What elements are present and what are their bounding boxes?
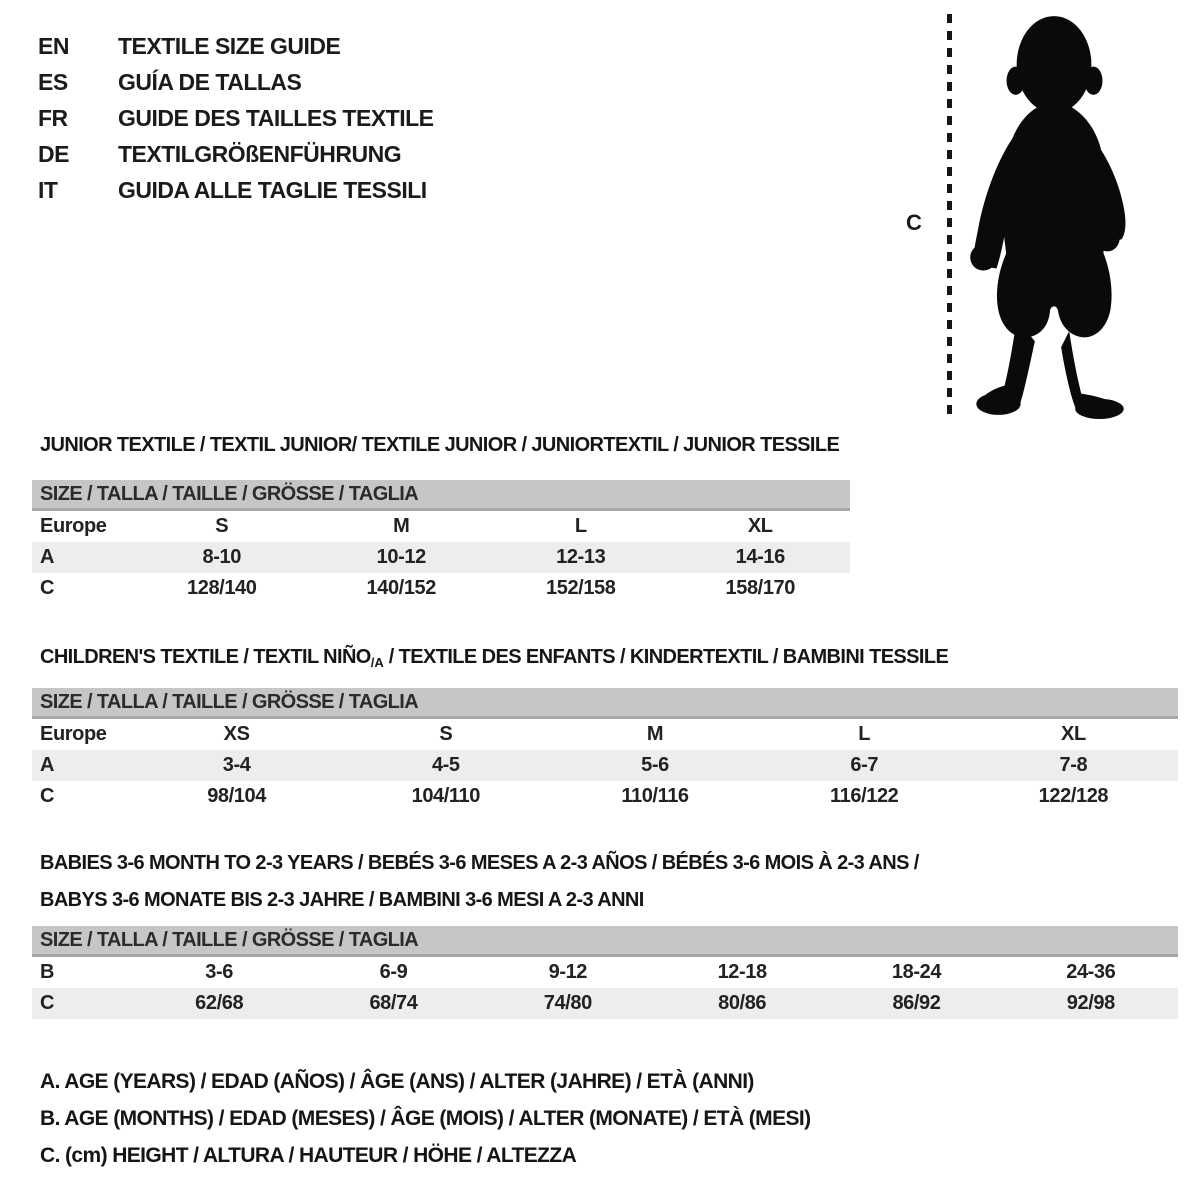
size-cell: 7-8 xyxy=(1059,754,1088,776)
language-code: FR xyxy=(38,104,68,131)
language-title: GUIDA ALLE TAGLIE TESSILI xyxy=(118,176,427,203)
row-label: A xyxy=(40,754,55,776)
size-cell: 14-16 xyxy=(735,546,785,568)
size-cell: 116/122 xyxy=(830,785,899,807)
table-row xyxy=(32,957,1178,988)
row-label: C xyxy=(40,785,55,807)
row-label: Europe xyxy=(40,515,107,537)
size-cell: 6-7 xyxy=(850,754,879,776)
size-cell: M xyxy=(393,515,410,537)
size-cell: 122/128 xyxy=(1038,785,1109,807)
size-cell: 68/74 xyxy=(369,992,418,1014)
babies-heading-line2: BABYS 3-6 MONATE BIS 2-3 JAHRE / BAMBINI 3-6 MESI A 2-3 ANNI xyxy=(40,889,644,911)
row-label: C xyxy=(40,992,55,1014)
size-header-bar: SIZE / TALLA / TAILLE / GRÖSSE / TAGLIA xyxy=(32,480,850,511)
size-cell: S xyxy=(439,723,453,745)
measure-label-c: C xyxy=(906,210,922,235)
language-row xyxy=(38,136,434,172)
size-cell: M xyxy=(646,723,664,745)
size-header-bar: SIZE / TALLA / TAILLE / GRÖSSE / TAGLIA xyxy=(32,688,1178,719)
babies-size-table xyxy=(32,926,1178,1019)
table-row xyxy=(32,781,1178,812)
size-cell: L xyxy=(574,515,587,537)
size-header-bar: SIZE / TALLA / TAILLE / GRÖSSE / TAGLIA xyxy=(32,926,1178,957)
language-title: GUÍA DE TALLAS xyxy=(118,68,302,95)
language-row xyxy=(38,100,434,136)
table-row xyxy=(32,719,1178,750)
size-cell: XL xyxy=(747,515,773,537)
table-row xyxy=(32,750,1178,781)
children-section-heading xyxy=(40,646,948,670)
legend-line-b: B. AGE (MONTHS) / EDAD (MESES) / ÂGE (MOIS) / ALTER (MONATE) / ETÀ (MESI) xyxy=(40,1107,811,1130)
size-cell: 152/158 xyxy=(546,577,616,599)
size-cell: 80/86 xyxy=(718,992,767,1014)
children-heading-sub: /A xyxy=(370,655,384,670)
babies-section-heading xyxy=(40,845,919,919)
children-heading-suffix: / TEXTILE DES ENFANTS / KINDERTEXTIL / BAMBINI TESSILE xyxy=(383,646,949,668)
size-cell: 6-9 xyxy=(379,961,408,983)
language-list xyxy=(38,28,434,208)
babies-heading-line1: BABIES 3-6 MONTH TO 2-3 YEARS / BEBÉS 3-6 MESES A 2-3 AÑOS / BÉBÉS 3-6 MOIS À 2-3 ANS / xyxy=(40,852,919,874)
language-title: TEXTILGRÖßENFÜHRUNG xyxy=(118,140,402,167)
size-cell: 86/92 xyxy=(892,992,941,1014)
language-code: EN xyxy=(38,32,69,59)
table-row xyxy=(32,542,850,573)
language-code: ES xyxy=(38,68,68,95)
size-cell: 3-4 xyxy=(222,754,251,776)
size-cell: 62/68 xyxy=(195,992,244,1014)
table-row xyxy=(32,573,850,604)
size-cell: 110/116 xyxy=(621,785,689,807)
size-cell: 4-5 xyxy=(431,754,460,776)
size-cell: XL xyxy=(1061,723,1086,745)
legend-line-c: C. (cm) HEIGHT / ALTURA / HAUTEUR / HÖHE / ALTEZZA xyxy=(40,1144,577,1167)
language-row xyxy=(38,28,434,64)
size-cell: 98/104 xyxy=(207,785,266,807)
language-row xyxy=(38,64,434,100)
children-size-table xyxy=(32,688,1178,812)
language-code: IT xyxy=(38,176,58,203)
row-label: C xyxy=(40,577,55,599)
language-title: GUIDE DES TAILLES TEXTILE xyxy=(118,104,434,131)
size-cell: 8-10 xyxy=(202,546,241,568)
size-cell: L xyxy=(858,723,871,745)
size-cell: S xyxy=(215,515,229,537)
size-cell: 92/98 xyxy=(1066,992,1115,1014)
size-cell: XS xyxy=(223,723,250,745)
size-cell: 12-13 xyxy=(556,546,606,568)
junior-section-heading: JUNIOR TEXTILE / TEXTIL JUNIOR/ TEXTILE JUNIOR / JUNIORTEXTIL / JUNIOR TESSILE xyxy=(40,434,840,456)
size-cell: 10-12 xyxy=(376,546,426,568)
table-row xyxy=(32,988,1178,1019)
language-title: TEXTILE SIZE GUIDE xyxy=(118,32,341,59)
size-cell: 18-24 xyxy=(891,961,942,983)
size-cell: 158/170 xyxy=(725,577,795,599)
junior-size-table xyxy=(32,480,850,604)
size-cell: 74/80 xyxy=(543,992,592,1014)
size-cell: 9-12 xyxy=(548,961,588,983)
size-cell: 24-36 xyxy=(1066,961,1116,983)
language-code: DE xyxy=(38,140,69,167)
row-label: B xyxy=(40,961,55,983)
row-label: A xyxy=(40,546,55,568)
size-cell: 5-6 xyxy=(641,754,669,776)
size-cell: 104/110 xyxy=(411,785,480,807)
size-cell: 128/140 xyxy=(187,577,257,599)
children-heading-prefix: CHILDREN'S TEXTILE / TEXTIL NIÑO xyxy=(40,646,371,668)
legend-line-a: A. AGE (YEARS) / EDAD (AÑOS) / ÂGE (ANS) / ALTER (JAHRE) / ETÀ (ANNI) xyxy=(40,1070,754,1093)
size-cell: 140/152 xyxy=(366,577,436,599)
size-cell: 3-6 xyxy=(205,961,234,983)
toddler-silhouette-icon xyxy=(956,8,1148,422)
row-label: Europe xyxy=(40,723,107,745)
language-row xyxy=(38,172,434,208)
height-measure-dashed-line xyxy=(947,14,952,418)
size-cell: 12-18 xyxy=(717,961,767,983)
legend xyxy=(40,1063,811,1174)
table-row xyxy=(32,511,850,542)
